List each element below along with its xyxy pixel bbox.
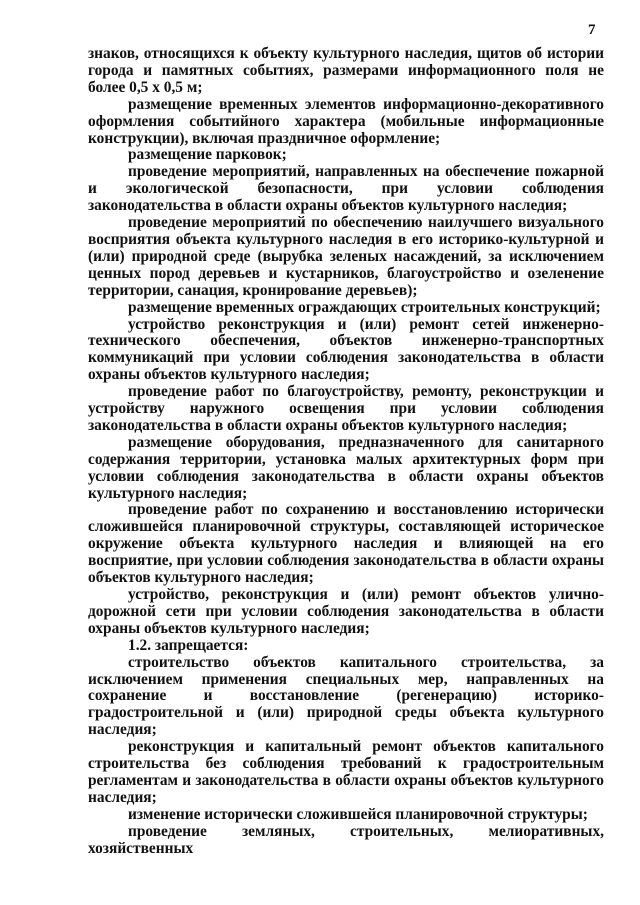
paragraph: проведение мероприятий по обеспечению наилучшего визуального восприятия объекта культурного наследия в его историко-культурной и (или) природной среде (вырубка зеленых насаждений, за исключением ценных пород деревьев и кустарников, благоустройство и озеленение территории, санация, кронирование деревьев); [88, 214, 604, 299]
paragraph: реконструкция и капитальный ремонт объектов капитального строительства без соблюдения требований к градостроительным регламентам и законодательства в области охраны объектов культурного наследия; [88, 738, 604, 806]
paragraph: проведение мероприятий, направленных на обеспечение пожарной и экологической безопасности, при условии соблюдения законодательства в области охраны объектов культурного наследия; [88, 163, 604, 215]
paragraph: изменение исторически сложившейся планировочной структуры; [128, 805, 588, 823]
paragraph: строительство объектов капитального строительства, за исключением применения специальных мер, направленных на сохранение и восстановление (регенерацию) историко-градостроительной и (или) природной среды объекта культурного наследия; [88, 653, 604, 739]
paragraph: устройство реконструкция и (или) ремонт сетей инженерно-технического обеспечения, объектов инженерно-транспортных коммуникаций при условии соблюдения законодательства в области охраны объектов культурного наследия; [88, 315, 604, 384]
paragraph: проведение работ по сохранению и восстановлению исторически сложившейся планировочной структуры, составляющей историческое окружение объекта культурного наследия и влияющей на его восприятие, при условии соблюдения законодательства в области охраны объектов культурного наследия; [88, 501, 604, 587]
paragraph: проведение земляных, строительных, мелиоративных, хозяйственных [88, 822, 604, 857]
section-heading: 1.2. запрещается: [128, 636, 249, 654]
paragraph: устройство, реконструкция и (или) ремонт объектов улично-дорожной сети при условии соблюдения законодательства в области охраны объектов культурного наследия; [88, 586, 604, 637]
paragraph: знаков, относящихся к объекту культурного наследия, щитов об истории города и памятных событиях, размерами информационного поля не более 0,5 х 0,5 м; [88, 45, 604, 96]
paragraph: размещение парковок; [128, 146, 287, 164]
paragraph: проведение работ по благоустройству, ремонту, реконструкции и устройству наружного освещения при условии соблюдения законодательства в области охраны объектов культурного наследия; [88, 383, 604, 434]
paragraph: размещение временных элементов информационно-декоративного оформления событийного характера (мобильные информационные конструкции), включая праздничное оформление; [88, 95, 604, 147]
paragraph: размещение оборудования, предназначенного для санитарного содержания территории, установка малых архитектурных форм при условии соблюдения законодательства в области охраны объектов культурного наследия; [88, 433, 604, 502]
page-number: 7 [588, 22, 596, 38]
paragraph: размещение временных ограждающих строительных конструкций; [128, 298, 601, 316]
document-body [88, 46, 604, 858]
